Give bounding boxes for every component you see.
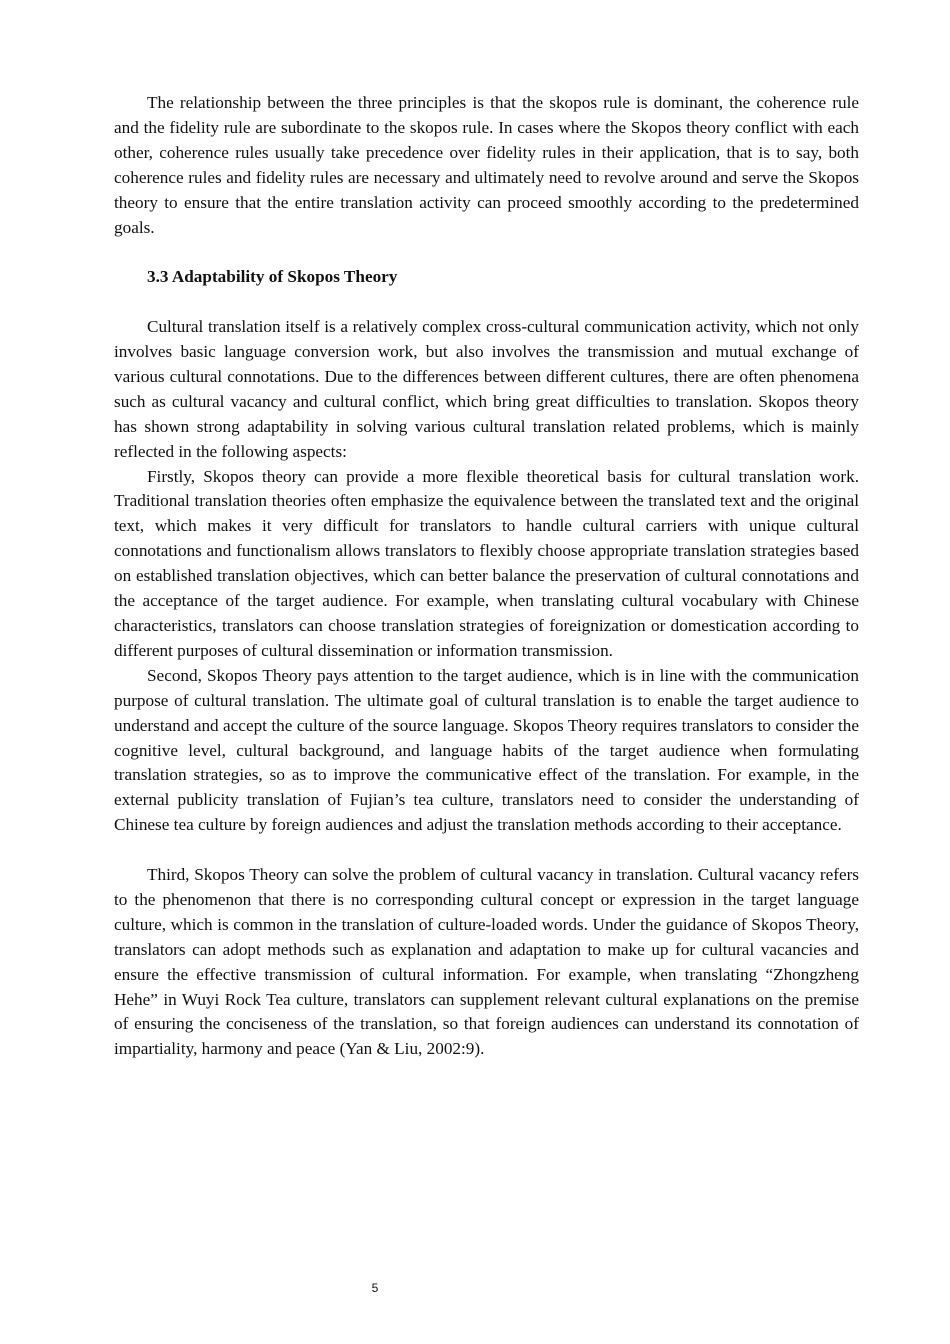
page-body xyxy=(114,91,859,1062)
paragraph-spacer xyxy=(114,240,859,265)
paragraph-spacer xyxy=(114,838,859,863)
paragraph-firstly: Firstly, Skopos theory can provide a more flexible theoretical basis for cultural translation work. Traditional translation theories often emphasize the equivalence between the translated text and the original text, which makes it very difficult for translators to handle cultural carriers with unique cultural connotations and functionalism allows translators to flexibly choose appropriate translation strategies based on established translation objectives, which can better balance the preservation of cultural connotations and the acceptance of the target audience. For example, when translating cultural vocabulary with Chinese characteristics, translators can choose translation strategies of foreignization or domestication according to different purposes of cultural dissemination or information transmission. xyxy=(114,466,859,660)
section-heading: 3.3 Adaptability of Skopos Theory xyxy=(147,267,398,287)
page-number: 5 xyxy=(371,1281,379,1295)
paragraph-principles-relationship: The relationship between the three principles is that the skopos rule is dominant, the coherence rule and the fidelity rule are subordinate to the skopos rule. In cases where the Skopos theory conflict with each other, coherence rules usually take precedence over fidelity rules in their application, that is to say, both coherence rules and fidelity rules are necessary and ultimately need to revolve around and serve the Skopos theory to ensure that the entire translation activity can proceed smoothly according to the predetermined goals. xyxy=(114,93,859,237)
paragraph-cultural-translation-intro: Cultural translation itself is a relatively complex cross-cultural communication activity, which not only involves basic language conversion work, but also involves the transmission and mutual exchange of various cultural connotations. Due to the differences between different cultures, there are often phenomena such as cultural vacancy and cultural conflict, which bring great difficulties to translation. Skopos theory has shown strong adaptability in solving various cultural translation related problems, which is mainly reflected in the following aspects: xyxy=(114,317,859,461)
paragraph-spacer xyxy=(114,290,859,315)
paragraph-second: Second, Skopos Theory pays attention to the target audience, which is in line with the communication purpose of cultural translation. The ultimate goal of cultural translation is to enable the target audience to understand and accept the culture of the source language. Skopos Theory requires translators to consider the cognitive level, cultural background, and language habits of the target audience when formulating translation strategies, so as to improve the communicative effect of the translation. For example, in the external publicity translation of Fujian’s tea culture, translators need to consider the understanding of Chinese tea culture by foreign audiences and adjust the translation methods according to their acceptance. xyxy=(114,665,859,835)
paragraph-third: Third, Skopos Theory can solve the problem of cultural vacancy in translation. Cultural vacancy refers to the phenomenon that there is no corresponding cultural concept or expression in the target language culture, which is common in the translation of culture-loaded words. Under the guidance of Skopos Theory, translators can adopt methods such as explanation and adaptation to make up for cultural vacancies and ensure the effective transmission of cultural information. For example, when translating “Zhongzheng Hehe” in Wuyi Rock Tea culture, translators can supplement relevant cultural explanations on the premise of ensuring the conciseness of the translation, so that foreign audiences can understand its connotation of impartiality, harmony and peace (Yan & Liu, 2002:9). xyxy=(114,865,859,1059)
